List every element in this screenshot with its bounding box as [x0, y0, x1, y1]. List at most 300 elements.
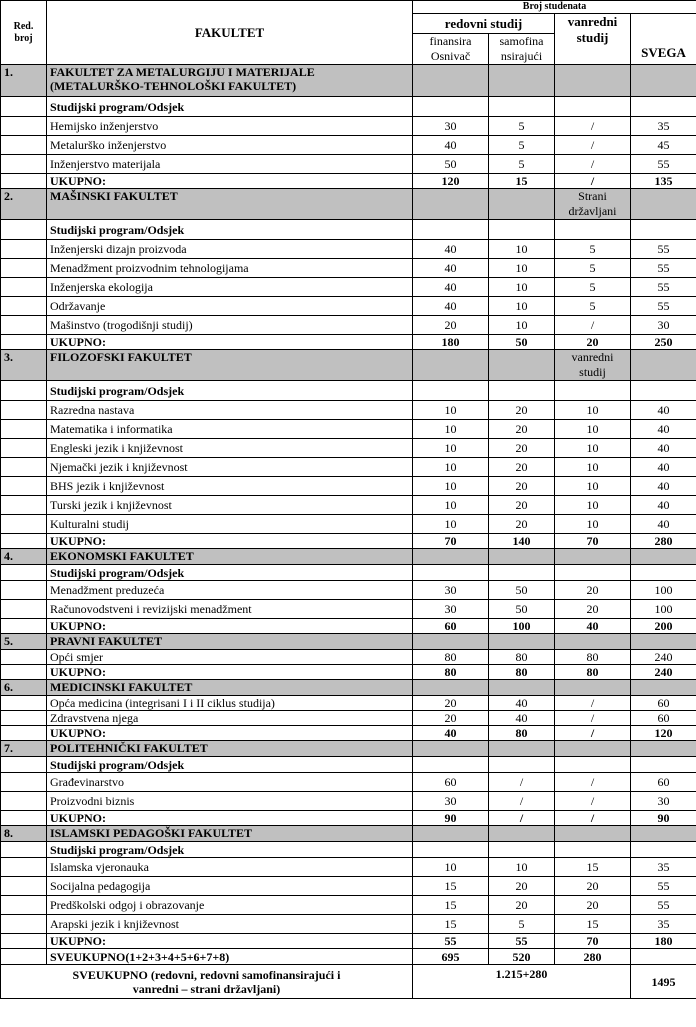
- program-name: Engleski jezik i književnost: [47, 439, 413, 458]
- total-svega: 135: [631, 174, 696, 189]
- value-samofinansirajuci: 20: [489, 420, 555, 439]
- program-name: Inženjerski dizajn proizvoda: [47, 240, 413, 259]
- value-samofinansirajuci: 5: [489, 136, 555, 155]
- total-finansira: 90: [413, 811, 489, 826]
- program-label-row: [1, 757, 696, 773]
- empty-cell: [1, 773, 47, 792]
- value-samofinansirajuci: 40: [489, 711, 555, 726]
- faculty-name: ISLAMSKI PEDAGOŠKI FAKULTET: [47, 826, 413, 842]
- empty-cell: [1, 581, 47, 600]
- empty-cell: [1, 934, 47, 949]
- value-svega: 40: [631, 401, 696, 420]
- table-body: [1, 65, 696, 949]
- value-svega: 55: [631, 259, 696, 278]
- total-vanredni: /: [555, 726, 631, 741]
- program-row: [1, 401, 696, 420]
- value-finansira: 10: [413, 477, 489, 496]
- program-label-row: [1, 565, 696, 581]
- value-svega: 30: [631, 792, 696, 811]
- empty-cell: [489, 220, 555, 240]
- value-vanredni: 5: [555, 278, 631, 297]
- empty-cell: [413, 189, 489, 220]
- value-finansira: 15: [413, 877, 489, 896]
- value-svega: 40: [631, 458, 696, 477]
- program-row: [1, 581, 696, 600]
- value-finansira: 30: [413, 792, 489, 811]
- value-samofinansirajuci: 20: [489, 896, 555, 915]
- value-svega: 40: [631, 496, 696, 515]
- empty-cell: [1, 297, 47, 316]
- value-finansira: 10: [413, 439, 489, 458]
- value-vanredni: /: [555, 711, 631, 726]
- total-row: [1, 335, 696, 350]
- empty-cell: [1, 381, 47, 401]
- value-vanredni: /: [555, 136, 631, 155]
- empty-cell: [489, 381, 555, 401]
- program-name: Zdravstvena njega: [47, 711, 413, 726]
- value-finansira: 10: [413, 515, 489, 534]
- program-row: [1, 439, 696, 458]
- empty-cell: [1, 515, 47, 534]
- value-svega: 60: [631, 711, 696, 726]
- total-label: UKUPNO:: [47, 665, 413, 680]
- program-label: Studijski program/Odsjek: [47, 842, 413, 858]
- empty-cell: [489, 549, 555, 565]
- sveukupno-num: [1, 949, 47, 965]
- value-samofinansirajuci: 20: [489, 877, 555, 896]
- value-vanredni: /: [555, 773, 631, 792]
- faculty-extra: [555, 741, 631, 757]
- faculty-number: 7.: [1, 741, 47, 757]
- empty-cell: [631, 565, 696, 581]
- empty-cell: [413, 741, 489, 757]
- program-name: Proizvodni biznis: [47, 792, 413, 811]
- total-samofinansirajuci: 55: [489, 934, 555, 949]
- empty-cell: [489, 97, 555, 117]
- value-finansira: 10: [413, 420, 489, 439]
- faculty-extra: [555, 65, 631, 97]
- value-vanredni: 5: [555, 240, 631, 259]
- table-footer: [1, 949, 696, 999]
- value-svega: 40: [631, 477, 696, 496]
- program-name: Njemački jezik i književnost: [47, 458, 413, 477]
- program-row: [1, 117, 696, 136]
- value-finansira: 30: [413, 581, 489, 600]
- faculty-row: [1, 189, 696, 220]
- value-vanredni: 20: [555, 896, 631, 915]
- program-name: Građevinarstvo: [47, 773, 413, 792]
- program-row: [1, 420, 696, 439]
- empty-cell: [631, 680, 696, 696]
- faculty-number: 5.: [1, 634, 47, 650]
- grand-value: 1.215+280: [413, 965, 631, 999]
- sveukupno-t: [631, 949, 696, 965]
- program-name: Turski jezik i književnost: [47, 496, 413, 515]
- total-svega: 250: [631, 335, 696, 350]
- total-row: [1, 726, 696, 741]
- value-samofinansirajuci: /: [489, 773, 555, 792]
- total-vanredni: /: [555, 174, 631, 189]
- value-vanredni: 80: [555, 650, 631, 665]
- value-svega: 60: [631, 773, 696, 792]
- total-svega: 280: [631, 534, 696, 549]
- program-name: Opća medicina (integrisani I i II ciklus studija): [47, 696, 413, 711]
- value-vanredni: 10: [555, 458, 631, 477]
- program-name: Menadžment proizvodnim tehnologijama: [47, 259, 413, 278]
- total-vanredni: 20: [555, 335, 631, 350]
- empty-cell: [489, 350, 555, 381]
- value-samofinansirajuci: 5: [489, 155, 555, 174]
- value-finansira: 40: [413, 240, 489, 259]
- empty-cell: [1, 401, 47, 420]
- empty-cell: [413, 757, 489, 773]
- empty-cell: [1, 420, 47, 439]
- value-samofinansirajuci: 10: [489, 858, 555, 877]
- faculty-number: 6.: [1, 680, 47, 696]
- total-finansira: 60: [413, 619, 489, 634]
- empty-cell: [1, 600, 47, 619]
- total-row: [1, 174, 696, 189]
- value-samofinansirajuci: 50: [489, 581, 555, 600]
- total-finansira: 120: [413, 174, 489, 189]
- total-row: [1, 534, 696, 549]
- total-samofinansirajuci: 50: [489, 335, 555, 350]
- faculty-extra: [555, 680, 631, 696]
- value-svega: 240: [631, 650, 696, 665]
- value-vanredni: 10: [555, 496, 631, 515]
- empty-cell: [1, 696, 47, 711]
- empty-cell: [489, 842, 555, 858]
- value-finansira: 80: [413, 650, 489, 665]
- empty-cell: [1, 650, 47, 665]
- value-vanredni: 20: [555, 877, 631, 896]
- empty-cell: [413, 220, 489, 240]
- program-row: [1, 136, 696, 155]
- program-name: Održavanje: [47, 297, 413, 316]
- value-finansira: 15: [413, 915, 489, 934]
- program-row: [1, 792, 696, 811]
- program-row: [1, 259, 696, 278]
- total-finansira: 40: [413, 726, 489, 741]
- value-svega: 100: [631, 581, 696, 600]
- value-vanredni: /: [555, 792, 631, 811]
- value-svega: 100: [631, 600, 696, 619]
- value-finansira: 10: [413, 496, 489, 515]
- total-samofinansirajuci: 140: [489, 534, 555, 549]
- value-samofinansirajuci: 20: [489, 515, 555, 534]
- program-name: Inženjerska ekologija: [47, 278, 413, 297]
- empty-cell: [631, 381, 696, 401]
- program-name: Mašinstvo (trogodišnji studij): [47, 316, 413, 335]
- program-row: [1, 650, 696, 665]
- program-label: Studijski program/Odsjek: [47, 757, 413, 773]
- value-vanredni: 5: [555, 297, 631, 316]
- value-svega: 55: [631, 155, 696, 174]
- program-row: [1, 297, 696, 316]
- program-row: [1, 600, 696, 619]
- program-name: Arapski jezik i književnost: [47, 915, 413, 934]
- value-svega: 35: [631, 915, 696, 934]
- empty-cell: [1, 858, 47, 877]
- faculty-number: 3.: [1, 350, 47, 381]
- empty-cell: [1, 619, 47, 634]
- program-label-row: [1, 381, 696, 401]
- program-row: [1, 278, 696, 297]
- program-name: Hemijsko inženjerstvo: [47, 117, 413, 136]
- program-row: [1, 915, 696, 934]
- faculty-name: MAŠINSKI FAKULTET: [47, 189, 413, 220]
- value-finansira: 30: [413, 600, 489, 619]
- program-name: Menadžment preduzeća: [47, 581, 413, 600]
- grand-label: SVEUKUPNO (redovni, redovni samofinansirajući i vanredni – strani državljani): [1, 965, 413, 999]
- empty-cell: [631, 757, 696, 773]
- empty-cell: [1, 278, 47, 297]
- value-svega: 55: [631, 240, 696, 259]
- value-svega: 55: [631, 297, 696, 316]
- value-vanredni: 10: [555, 515, 631, 534]
- empty-cell: [555, 565, 631, 581]
- header-svega: SVEGA: [631, 14, 696, 65]
- empty-cell: [1, 565, 47, 581]
- total-label: UKUPNO:: [47, 335, 413, 350]
- program-row: [1, 858, 696, 877]
- total-vanredni: /: [555, 811, 631, 826]
- value-vanredni: 10: [555, 477, 631, 496]
- program-label: Studijski program/Odsjek: [47, 220, 413, 240]
- empty-cell: [555, 220, 631, 240]
- empty-cell: [1, 726, 47, 741]
- total-label: UKUPNO:: [47, 619, 413, 634]
- program-row: [1, 515, 696, 534]
- value-samofinansirajuci: 10: [489, 297, 555, 316]
- empty-cell: [1, 711, 47, 726]
- value-svega: 45: [631, 136, 696, 155]
- empty-cell: [1, 136, 47, 155]
- empty-cell: [631, 65, 696, 97]
- empty-cell: [489, 65, 555, 97]
- total-label: UKUPNO:: [47, 174, 413, 189]
- value-finansira: 50: [413, 155, 489, 174]
- total-svega: 200: [631, 619, 696, 634]
- value-vanredni: /: [555, 117, 631, 136]
- program-label-row: [1, 97, 696, 117]
- total-finansira: 55: [413, 934, 489, 949]
- empty-cell: [413, 549, 489, 565]
- table-header: [1, 1, 696, 65]
- total-svega: 180: [631, 934, 696, 949]
- program-row: [1, 773, 696, 792]
- value-vanredni: 10: [555, 401, 631, 420]
- value-samofinansirajuci: 5: [489, 915, 555, 934]
- program-name: Islamska vjeronauka: [47, 858, 413, 877]
- empty-cell: [631, 842, 696, 858]
- faculty-name: FAKULTET ZA METALURGIJU I MATERIJALE (METALURŠKO-TEHNOLOŠKI FAKULTET): [47, 65, 413, 97]
- header-vanredni-studij: vanredni studij: [555, 14, 631, 65]
- value-samofinansirajuci: 10: [489, 278, 555, 297]
- empty-cell: [1, 665, 47, 680]
- grand-total: 1495: [631, 965, 696, 999]
- total-label: UKUPNO:: [47, 934, 413, 949]
- empty-cell: [1, 842, 47, 858]
- empty-cell: [555, 97, 631, 117]
- empty-cell: [413, 350, 489, 381]
- empty-cell: [1, 220, 47, 240]
- empty-cell: [1, 335, 47, 350]
- sveukupno-label: SVEUKUPNO(1+2+3+4+5+6+7+8): [47, 949, 413, 965]
- faculty-row: [1, 549, 696, 565]
- header-samofinansirajuci: samofina nsirajući: [489, 34, 555, 65]
- total-samofinansirajuci: 100: [489, 619, 555, 634]
- faculty-row: [1, 741, 696, 757]
- value-svega: 40: [631, 420, 696, 439]
- empty-cell: [631, 97, 696, 117]
- value-svega: 55: [631, 896, 696, 915]
- faculty-extra: [555, 634, 631, 650]
- total-label: UKUPNO:: [47, 811, 413, 826]
- empty-cell: [1, 155, 47, 174]
- faculty-extra: Strani državljani: [555, 189, 631, 220]
- total-samofinansirajuci: /: [489, 811, 555, 826]
- header-finansira-osnivac: finansira Osnivač: [413, 34, 489, 65]
- total-finansira: 70: [413, 534, 489, 549]
- empty-cell: [1, 117, 47, 136]
- value-samofinansirajuci: 20: [489, 401, 555, 420]
- faculty-number: 2.: [1, 189, 47, 220]
- program-row: [1, 896, 696, 915]
- total-svega: 240: [631, 665, 696, 680]
- program-row: [1, 240, 696, 259]
- header-redovni-studij: redovni studij: [413, 14, 555, 34]
- program-row: [1, 458, 696, 477]
- total-row: [1, 619, 696, 634]
- value-svega: 55: [631, 278, 696, 297]
- program-row: [1, 877, 696, 896]
- value-svega: 40: [631, 515, 696, 534]
- empty-cell: [1, 896, 47, 915]
- value-svega: 35: [631, 858, 696, 877]
- value-vanredni: /: [555, 316, 631, 335]
- program-name: Kulturalni studij: [47, 515, 413, 534]
- empty-cell: [413, 565, 489, 581]
- empty-cell: [413, 97, 489, 117]
- program-label-row: [1, 842, 696, 858]
- faculty-row: [1, 826, 696, 842]
- total-row: [1, 811, 696, 826]
- total-row: [1, 934, 696, 949]
- value-vanredni: 5: [555, 259, 631, 278]
- program-label: Studijski program/Odsjek: [47, 97, 413, 117]
- value-samofinansirajuci: 20: [489, 496, 555, 515]
- total-finansira: 180: [413, 335, 489, 350]
- value-finansira: 15: [413, 896, 489, 915]
- empty-cell: [413, 826, 489, 842]
- faculty-row: [1, 65, 696, 97]
- value-samofinansirajuci: 20: [489, 458, 555, 477]
- value-samofinansirajuci: 80: [489, 650, 555, 665]
- empty-cell: [631, 220, 696, 240]
- value-finansira: 60: [413, 773, 489, 792]
- program-name: Opći smjer: [47, 650, 413, 665]
- empty-cell: [1, 496, 47, 515]
- empty-cell: [1, 439, 47, 458]
- empty-cell: [1, 240, 47, 259]
- total-label: UKUPNO:: [47, 534, 413, 549]
- empty-cell: [631, 741, 696, 757]
- value-vanredni: 10: [555, 420, 631, 439]
- faculty-extra: [555, 826, 631, 842]
- program-row: [1, 155, 696, 174]
- value-finansira: 10: [413, 458, 489, 477]
- empty-cell: [413, 842, 489, 858]
- value-finansira: 30: [413, 117, 489, 136]
- empty-cell: [1, 97, 47, 117]
- empty-cell: [555, 842, 631, 858]
- total-label: UKUPNO:: [47, 726, 413, 741]
- empty-cell: [631, 189, 696, 220]
- empty-cell: [413, 381, 489, 401]
- faculty-name: POLITEHNIČKI FAKULTET: [47, 741, 413, 757]
- header-red-broj: Red. broj: [1, 1, 47, 65]
- faculty-extra: [555, 549, 631, 565]
- sveukupno-b: 520: [489, 949, 555, 965]
- total-vanredni: 80: [555, 665, 631, 680]
- total-vanredni: 70: [555, 934, 631, 949]
- value-svega: 30: [631, 316, 696, 335]
- program-name: BHS jezik i književnost: [47, 477, 413, 496]
- value-vanredni: 15: [555, 858, 631, 877]
- value-vanredni: /: [555, 696, 631, 711]
- value-finansira: 20: [413, 696, 489, 711]
- program-row: [1, 316, 696, 335]
- empty-cell: [1, 877, 47, 896]
- empty-cell: [631, 549, 696, 565]
- empty-cell: [489, 634, 555, 650]
- total-vanredni: 70: [555, 534, 631, 549]
- faculty-row: [1, 634, 696, 650]
- value-samofinansirajuci: /: [489, 792, 555, 811]
- empty-cell: [631, 350, 696, 381]
- empty-cell: [1, 757, 47, 773]
- empty-cell: [413, 680, 489, 696]
- value-finansira: 40: [413, 259, 489, 278]
- empty-cell: [631, 826, 696, 842]
- value-samofinansirajuci: 5: [489, 117, 555, 136]
- total-row: [1, 665, 696, 680]
- value-svega: 60: [631, 696, 696, 711]
- value-svega: 40: [631, 439, 696, 458]
- total-samofinansirajuci: 15: [489, 174, 555, 189]
- value-finansira: 40: [413, 278, 489, 297]
- header-fakultet: FAKULTET: [47, 1, 413, 65]
- program-row: [1, 711, 696, 726]
- program-name: Matematika i informatika: [47, 420, 413, 439]
- program-label: Studijski program/Odsjek: [47, 381, 413, 401]
- value-vanredni: 20: [555, 581, 631, 600]
- program-name: Metalurško inženjerstvo: [47, 136, 413, 155]
- value-finansira: 40: [413, 136, 489, 155]
- value-samofinansirajuci: 40: [489, 696, 555, 711]
- value-finansira: 40: [413, 297, 489, 316]
- program-label-row: [1, 220, 696, 240]
- faculty-number: 8.: [1, 826, 47, 842]
- value-finansira: 10: [413, 858, 489, 877]
- total-samofinansirajuci: 80: [489, 726, 555, 741]
- empty-cell: [1, 477, 47, 496]
- header-broj-studenata: Broj studenata: [413, 1, 696, 14]
- empty-cell: [631, 634, 696, 650]
- value-vanredni: 15: [555, 915, 631, 934]
- empty-cell: [1, 811, 47, 826]
